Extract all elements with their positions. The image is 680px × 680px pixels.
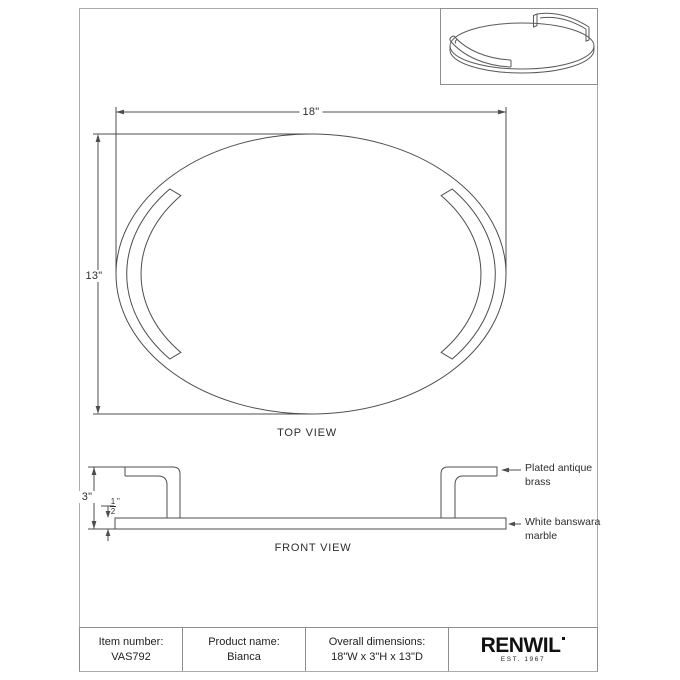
product-name-value: Bianca (227, 651, 261, 663)
item-number-value: VAS792 (111, 651, 151, 663)
brand-established: EST. 1967 (500, 656, 546, 663)
arrow-down-icon (92, 521, 97, 529)
top-view-title: TOP VIEW (277, 427, 337, 439)
item-number-cell (80, 628, 183, 671)
marble-callout-line2: marble (525, 529, 558, 542)
tray-rim-3d (450, 23, 594, 69)
overall-dimensions-label: Overall dimensions: (328, 636, 426, 648)
back-handle-left-cap-3d (534, 14, 538, 27)
fraction-unit: " (117, 497, 120, 506)
product-name-label: Product name: (208, 636, 280, 648)
width-dimension-lines (116, 107, 506, 274)
marble-callout (525, 516, 600, 543)
arrow-up-icon (106, 529, 111, 536)
brass-callout (525, 462, 592, 489)
brass-callout-line2: brass (525, 475, 551, 488)
arrow-left-icon (501, 468, 509, 473)
overall-dimensions-value: 18"W x 3"H x 13"D (331, 651, 423, 663)
front-view-title: FRONT VIEW (274, 542, 352, 554)
back-handle-right-cap-3d (586, 27, 589, 41)
brand-logo (481, 636, 566, 663)
arrow-up-icon (92, 467, 97, 475)
spec-table (79, 627, 598, 672)
right-handle-front-view (441, 467, 497, 518)
left-handle-front-view (125, 467, 180, 518)
height-dimension-lines (93, 134, 311, 414)
fraction-denominator: 2 (110, 507, 116, 516)
thickness-dimension-label (110, 498, 120, 515)
arrow-down-icon (96, 406, 101, 414)
arrow-right-icon (498, 110, 506, 115)
brass-callout-line1: Plated antique (525, 462, 593, 474)
arrow-left-icon (116, 110, 124, 115)
item-number-label: Item number: (98, 636, 164, 648)
marble-callout-line1: White banswara (525, 516, 601, 528)
brand-cell (449, 628, 597, 671)
registered-mark-icon (562, 637, 565, 640)
width-dimension-label: 18" (299, 106, 322, 118)
overall-dimensions-cell (306, 628, 449, 671)
tray-perspective-drawing (450, 13, 594, 73)
front-handle-3d (451, 36, 512, 67)
height-dimension-label: 13" (82, 270, 105, 282)
product-name-cell (183, 628, 306, 671)
brand-name: RENWIL (480, 634, 561, 657)
front-height-dimension-label: 3" (79, 491, 96, 503)
arrow-up-icon (96, 134, 101, 142)
fraction-numerator: 1 (110, 497, 116, 506)
arrow-left-icon (508, 522, 515, 527)
tray-outline-top-view (116, 134, 506, 414)
marble-base-front-view (115, 518, 506, 529)
